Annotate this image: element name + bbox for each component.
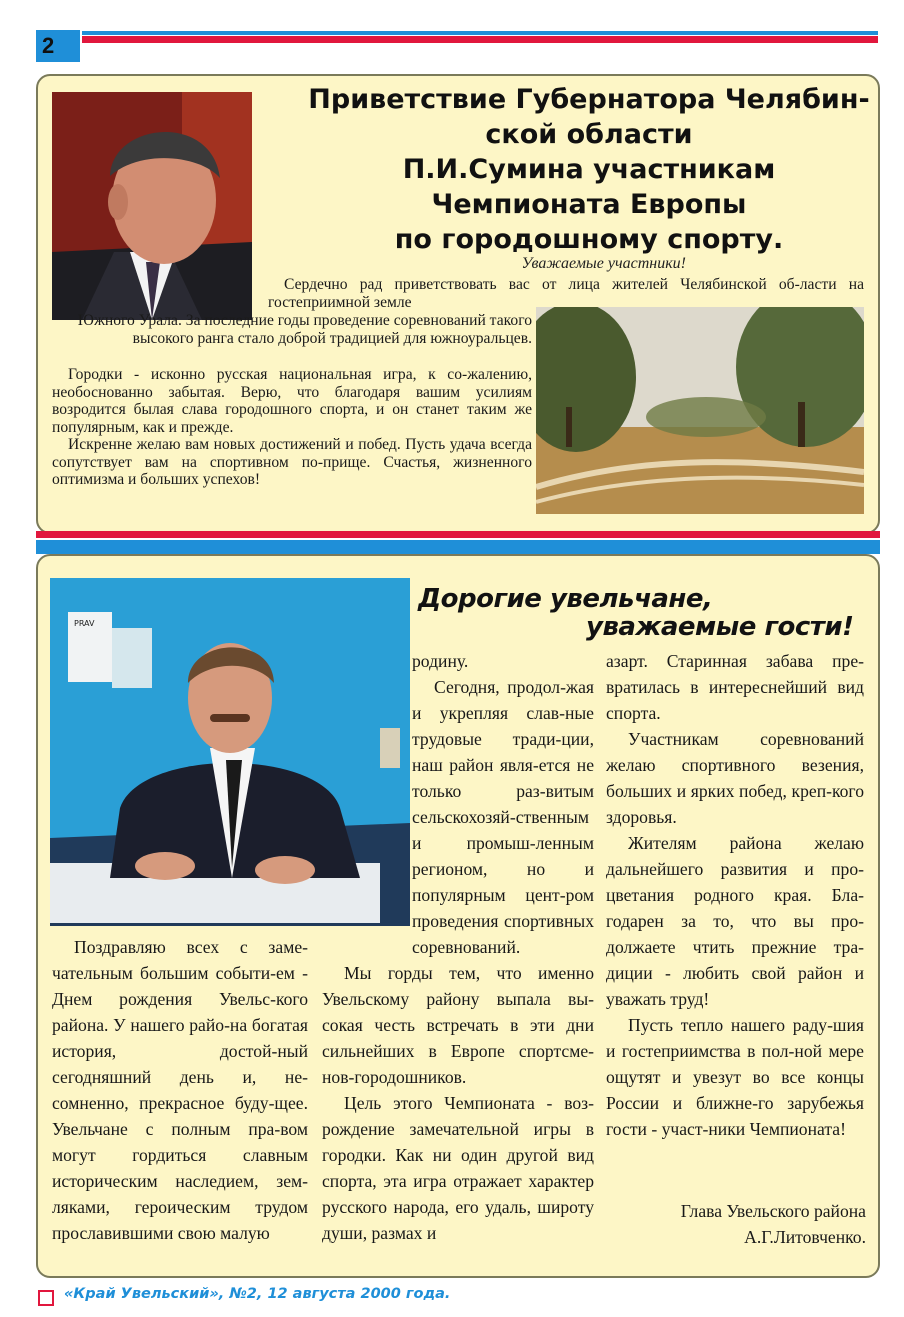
title-line: ской области	[485, 119, 693, 150]
greeting-paragraph-block	[52, 366, 532, 489]
governor-portrait-photo	[52, 92, 252, 320]
page-number: 2	[36, 30, 80, 62]
article-paragraph: азарт. Старинная забава пре-вратилась в интереснейший вид спорта.	[606, 651, 864, 723]
article-paragraph: Жителям района желаю дальнейшего развития и про-цветания родного края. Бла-годарен за то, что вы про-должаете чтить прежние тра-диции - любить свой район и уважать труд!	[606, 833, 864, 1009]
greeting-paragraph-1: Сердечно рад приветствовать вас от лица жителей Челябинской об-ласти на гостеприимной земле	[268, 276, 864, 311]
header-red-stripe	[82, 36, 878, 43]
article-paragraph: Поздравляю всех с заме-чательным большим событи-ем - Днем рождения Увельс-кого района. У нашего райо-на богатая история, достой-ный сегодняшний день и, не-сомненно, прекрасное буду-щее. Увельчане с полным пра-вом могут гордиться славным историческим наследием, зем-ляками, героическим трудом прославившими свою малую	[52, 937, 308, 1243]
park-landscape-illustration	[536, 307, 864, 514]
article-column-2	[322, 648, 594, 1246]
greeting-paragraph-body	[52, 312, 532, 347]
park-landscape-photo	[536, 307, 864, 514]
article-column-1	[52, 934, 308, 1246]
footer-publication-line: «Край Увельский», №2, 12 августа 2000 года.	[64, 1286, 451, 1302]
greeting-paragraph-3: Городки - исконно русская национальная игра, к со-жалению, необоснованно забытая. Верю, что благодаря вашим усилиям возродится былая слава городошного спорта, и он станет таким же популярным, как и прежде.	[52, 366, 532, 436]
article-paragraph: Мы горды тем, что именно Увельскому району выпала вы-сокая честь встречать в эти дни сильнейших в Европе спортсме-нов-городошников.	[322, 963, 594, 1087]
title-line: Чемпионата Европы	[431, 189, 747, 220]
governor-portrait-illustration	[52, 92, 252, 320]
greeting-paragraph-2: Южного Урала. За последние годы проведение соревнований такого высокого ранга стало доброй традицией для южноуральцев.	[77, 312, 532, 347]
header-blue-stripe	[82, 31, 878, 35]
district-head-title-line1: Дорогие увельчане,	[418, 584, 713, 614]
greeting-paragraph-4: Искренне желаю вам новых достижений и побед. Пусть удача всегда сопутствует вам на спортивном по-прище. Счастья, жизненного оптимизма и больших успехов!	[52, 436, 532, 488]
greeting-salutation: Уважаемые участники!	[521, 255, 686, 272]
article-paragraph: родину.	[412, 651, 469, 671]
section-divider-blue	[36, 540, 880, 554]
article-paragraph: Цель этого Чемпионата - воз-рождение замечательной игры в городки. Как ни один другой вид спорта, эта игра отражает характер русского народа, его удаль, широту души, размах и	[322, 1093, 594, 1243]
article-paragraph: Сегодня, продол-жая и укрепляя слав-ные трудовые тради-ции, наш район явля-ется не только раз-витым сельскохозяй-ственным и промыш-ленным регионом, но и популярным цент-ром проведения спортивных соревнований.	[412, 677, 594, 957]
district-head-title-line2: уважаемые гости!	[586, 612, 854, 642]
article-paragraph: Участникам соревнований желаю спортивного везения, больших и ярких побед, креп-кого здоровья.	[606, 729, 864, 827]
title-line: П.И.Сумина участникам	[402, 154, 776, 185]
article-paragraph: Пусть тепло нашего раду-шия и гостеприимства в пол-ной мере ощутят и увезут во все концы России и ближне-го зарубежья гости - участ-ники Чемпионата!	[606, 1015, 864, 1139]
section-divider-red	[36, 531, 880, 538]
article-column-3	[606, 648, 864, 1142]
title-line: Приветствие Губернатора Челябин-	[308, 84, 870, 115]
governor-greeting-title	[300, 82, 878, 257]
footer-square-icon	[38, 1290, 54, 1306]
signature-name: А.Г.Литовченко.	[744, 1227, 866, 1247]
title-line: по городошному спорту.	[394, 224, 784, 255]
signature-title: Глава Увельского района	[680, 1201, 866, 1221]
signature-block	[560, 1198, 866, 1250]
wall-poster-text: PRAV	[74, 619, 95, 628]
